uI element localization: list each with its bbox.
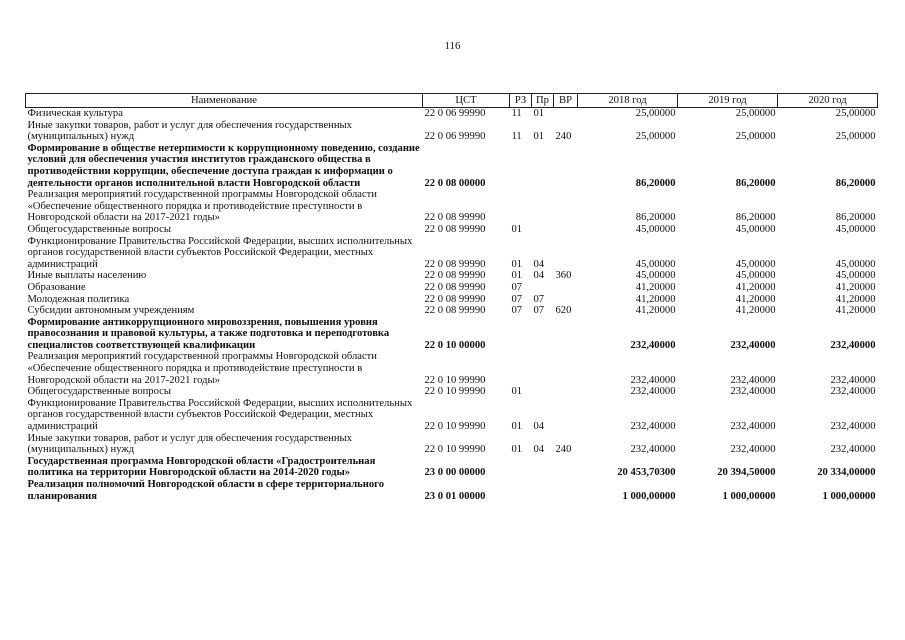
cell-vr: 240 <box>555 444 572 456</box>
cell-cst: 22 0 10 00000 <box>424 339 486 351</box>
cell-pr: 07 <box>533 305 545 317</box>
cell-2019: 41,20000 <box>735 305 776 317</box>
cell-name: Реализация мероприятий государственной программы Новгородской области «Обеспечение общественного порядка и противодействие преступности в Новгородской области на 2017-2021 годы» <box>27 351 377 386</box>
cell-name: Функционирование Правительства Российской Федерации, высших исполнительных органов государственной власти субъектов Российской Федерации, местных администраций <box>27 235 413 270</box>
cell-pr: 01 <box>533 131 545 143</box>
table-row <box>26 456 878 479</box>
cell-2019: 1 000,00000 <box>722 490 776 502</box>
table-row <box>26 433 878 456</box>
cell-2019: 25,00000 <box>735 131 776 143</box>
cell-rz: 11 <box>511 108 522 119</box>
cell-vr <box>554 317 578 352</box>
header-rz: РЗ <box>510 94 532 108</box>
cell-2018: 41,20000 <box>635 281 676 293</box>
cell-rz: 01 <box>511 421 523 433</box>
cell-name: Реализация полномочий Новгородской области в сфере территориального планирования <box>27 479 385 502</box>
cell-pr: 04 <box>533 421 545 433</box>
header-2020: 2020 год <box>778 94 878 108</box>
cell-2019: 232,40000 <box>730 421 776 433</box>
header-pr: Пр <box>532 94 554 108</box>
table-row <box>26 317 878 352</box>
table-header-row <box>26 94 878 108</box>
cell-name: Функционирование Правительства Российской Федерации, высших исполнительных органов государственной власти субъектов Российской Федерации, местных администраций <box>27 397 413 433</box>
cell-name: Физическая культура <box>27 108 123 119</box>
cell-2020: 86,20000 <box>835 177 876 189</box>
cell-cst: 22 0 08 99990 <box>424 270 486 282</box>
cell-cst: 22 0 08 99990 <box>424 223 486 235</box>
cell-cst: 22 0 08 00000 <box>424 177 486 189</box>
cell-cst: 22 0 10 99990 <box>424 421 486 433</box>
cell-rz: 11 <box>511 131 522 143</box>
cell-cst: 22 0 08 99990 <box>424 305 486 317</box>
cell-vr: 620 <box>555 305 572 317</box>
cell-name: Иные закупки товаров, работ и услуг для обеспечения государственных (муниципальных) нужд <box>27 119 352 143</box>
table-row <box>26 189 878 224</box>
cell-cst: 22 0 10 99990 <box>424 386 486 398</box>
cell-name: Образование <box>27 281 86 293</box>
cell-2020: 232,40000 <box>830 386 876 398</box>
cell-2018: 45,00000 <box>635 258 676 270</box>
cell-name: Молодежная политика <box>27 293 130 305</box>
cell-2018: 232,40000 <box>630 339 676 351</box>
cell-2019: 45,00000 <box>735 270 776 282</box>
page-number: 116 <box>444 40 461 52</box>
cell-vr <box>554 294 578 306</box>
cell-pr <box>532 479 554 502</box>
cell-pr <box>532 386 554 398</box>
cell-2018: 45,00000 <box>635 223 676 235</box>
cell-name: Реализация мероприятий государственной программы Новгородской области «Обеспечение общественного порядка и противодействие преступности в Новгородской области на 2017-2021 годы» <box>27 189 377 224</box>
cell-vr <box>554 189 578 224</box>
cell-rz <box>510 143 532 189</box>
table-row <box>26 294 878 306</box>
cell-rz: 01 <box>511 444 523 456</box>
cell-vr <box>554 456 578 479</box>
cell-2018: 232,40000 <box>630 386 676 398</box>
table-row <box>26 386 878 398</box>
cell-2019: 86,20000 <box>735 212 776 224</box>
cell-name: Общегосударственные вопросы <box>27 386 171 398</box>
cell-2018: 86,20000 <box>635 212 676 224</box>
cell-pr <box>532 317 554 352</box>
cell-2018: 86,20000 <box>635 177 676 189</box>
cell-cst: 22 0 08 99990 <box>424 212 486 224</box>
cell-2020: 45,00000 <box>835 270 876 282</box>
table-row <box>26 120 878 143</box>
cell-rz <box>510 479 532 502</box>
header-name: Наименование <box>26 94 423 108</box>
cell-vr: 240 <box>555 131 572 143</box>
cell-2020: 232,40000 <box>830 339 876 351</box>
cell-2019: 25,00000 <box>735 108 776 119</box>
cell-2019: 45,00000 <box>735 258 776 270</box>
cell-vr <box>554 236 578 271</box>
cell-2018: 20 453,70300 <box>617 467 676 479</box>
cell-vr <box>554 282 578 294</box>
cell-cst: 22 0 08 99990 <box>424 293 486 305</box>
cell-pr <box>532 456 554 479</box>
cell-rz <box>510 351 532 386</box>
cell-cst: 22 0 06 99990 <box>424 131 486 143</box>
cell-pr: 04 <box>533 258 545 270</box>
cell-pr <box>532 351 554 386</box>
table-row <box>26 305 878 317</box>
cell-pr <box>532 189 554 224</box>
cell-2020: 1 000,00000 <box>822 490 876 502</box>
table-row <box>26 270 878 282</box>
cell-2019: 86,20000 <box>735 177 776 189</box>
cell-name: Общегосударственные вопросы <box>27 223 171 235</box>
header-vr: ВР <box>554 94 578 108</box>
cell-vr <box>554 479 578 502</box>
cell-2019: 41,20000 <box>735 281 776 293</box>
cell-rz: 07 <box>511 293 523 305</box>
cell-2020: 41,20000 <box>835 281 876 293</box>
cell-rz <box>510 189 532 224</box>
cell-2020: 232,40000 <box>830 444 876 456</box>
cell-vr <box>554 108 578 120</box>
cell-rz: 07 <box>511 281 523 293</box>
cell-rz: 01 <box>511 386 523 398</box>
table-row <box>26 282 878 294</box>
cell-2020: 25,00000 <box>835 108 876 119</box>
cell-2018: 41,20000 <box>635 293 676 305</box>
table-row <box>26 236 878 271</box>
header-2018: 2018 год <box>578 94 678 108</box>
budget-table <box>25 93 878 502</box>
cell-cst: 22 0 08 99990 <box>424 258 486 270</box>
cell-vr <box>554 143 578 189</box>
cell-name: Субсидии автономным учреждениям <box>27 305 195 317</box>
cell-2019: 41,20000 <box>735 293 776 305</box>
cell-cst: 23 0 01 00000 <box>424 490 486 502</box>
cell-vr <box>554 398 578 433</box>
cell-2018: 25,00000 <box>635 108 676 119</box>
cell-pr <box>532 224 554 236</box>
header-cst: ЦСТ <box>423 94 510 108</box>
table-row <box>26 398 878 433</box>
cell-pr: 01 <box>533 108 545 119</box>
cell-vr <box>554 386 578 398</box>
cell-2020: 25,00000 <box>835 131 876 143</box>
cell-vr <box>554 351 578 386</box>
cell-2020: 232,40000 <box>830 421 876 433</box>
cell-rz <box>510 456 532 479</box>
cell-rz: 01 <box>511 270 523 282</box>
cell-name: Иные закупки товаров, работ и услуг для обеспечения государственных (муниципальных) нужд <box>27 432 352 456</box>
cell-pr <box>532 143 554 189</box>
cell-2019: 232,40000 <box>730 444 776 456</box>
cell-vr: 360 <box>555 270 572 282</box>
table-row <box>26 108 878 120</box>
cell-rz: 01 <box>511 223 523 235</box>
cell-pr: 07 <box>533 293 545 305</box>
cell-2020: 86,20000 <box>835 212 876 224</box>
cell-2018: 1 000,00000 <box>622 490 676 502</box>
table-row <box>26 143 878 189</box>
cell-cst: 22 0 10 99990 <box>424 374 486 386</box>
cell-name: Иные выплаты населению <box>27 270 147 282</box>
cell-2018: 232,40000 <box>630 421 676 433</box>
cell-name: Государственная программа Новгородской области «Градостроительная политика на территории Новгородской области на 2014-2020 годы» <box>27 455 376 479</box>
cell-rz: 07 <box>511 305 523 317</box>
cell-2020: 45,00000 <box>835 223 876 235</box>
cell-pr: 04 <box>533 270 545 282</box>
cell-2019: 232,40000 <box>730 386 776 398</box>
cell-2020: 41,20000 <box>835 293 876 305</box>
cell-2019: 20 394,50000 <box>717 467 776 479</box>
cell-2019: 45,00000 <box>735 223 776 235</box>
cell-2018: 232,40000 <box>630 444 676 456</box>
cell-2020: 41,20000 <box>835 305 876 317</box>
cell-2018: 41,20000 <box>635 305 676 317</box>
table-body <box>26 108 878 503</box>
cell-cst: 23 0 00 00000 <box>424 467 486 479</box>
cell-2018: 45,00000 <box>635 270 676 282</box>
cell-2019: 232,40000 <box>730 339 776 351</box>
header-2019: 2019 год <box>678 94 778 108</box>
cell-pr: 04 <box>533 444 545 456</box>
cell-2018: 25,00000 <box>635 131 676 143</box>
table-row <box>26 351 878 386</box>
table-row <box>26 224 878 236</box>
cell-cst: 22 0 08 99990 <box>424 281 486 293</box>
cell-pr <box>532 282 554 294</box>
cell-2018: 232,40000 <box>630 374 676 386</box>
cell-2020: 45,00000 <box>835 258 876 270</box>
cell-2020: 232,40000 <box>830 374 876 386</box>
cell-name: Формирование в обществе нетерпимости к коррупционному поведению, создание условий для обеспечения участия институтов гражданского общества в противодействии коррупции, обеспечение доступа граждан к информации о деятельности органов исполнительной власти Новгородской области <box>27 142 420 189</box>
cell-2020: 20 334,00000 <box>817 467 876 479</box>
table-row <box>26 479 878 502</box>
cell-name: Формирование антикоррупционного мировоззрения, повышения уровня правосознания и правовой культуры, а также подготовка и переподготовка специалистов соответствующей квалификации <box>27 316 390 351</box>
cell-cst: 22 0 06 99990 <box>424 108 486 119</box>
cell-rz <box>510 317 532 352</box>
cell-2019: 232,40000 <box>730 374 776 386</box>
cell-vr <box>554 224 578 236</box>
cell-cst: 22 0 10 99990 <box>424 444 486 456</box>
cell-rz: 01 <box>511 258 523 270</box>
